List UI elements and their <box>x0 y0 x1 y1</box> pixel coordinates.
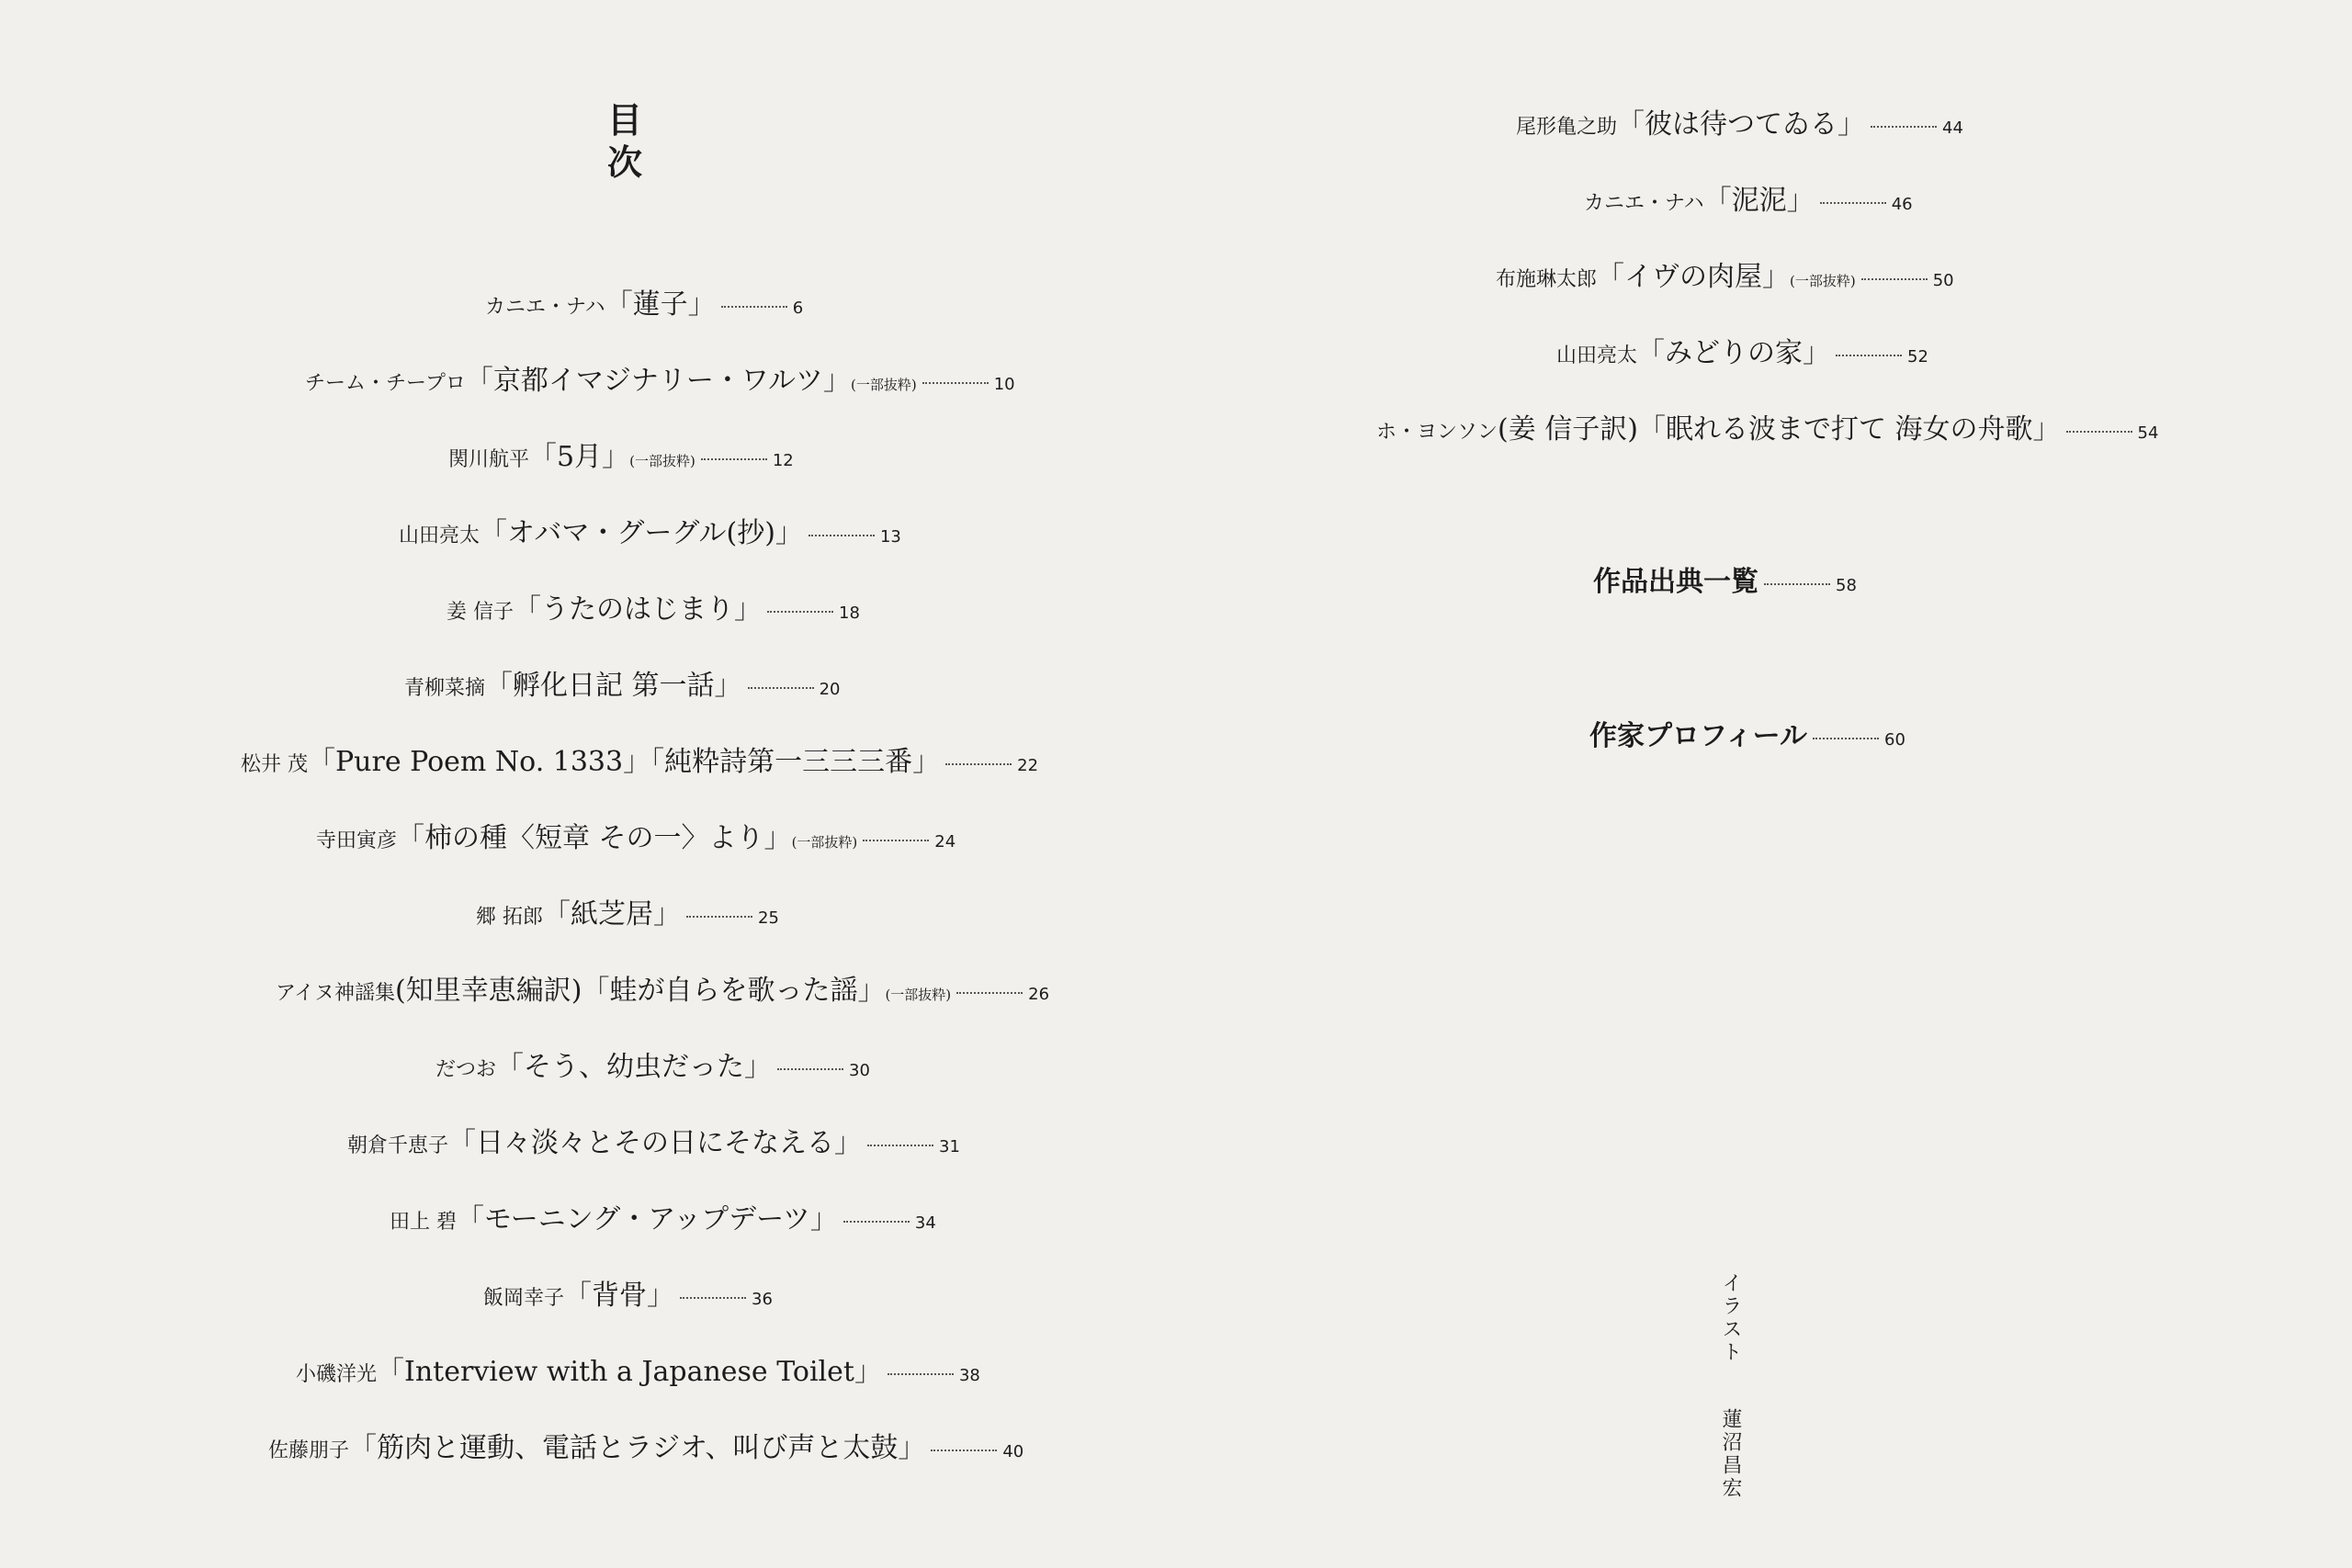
dot-leader <box>721 306 787 308</box>
toc-entry[interactable] <box>399 510 901 550</box>
entry-page: 54 <box>2137 423 2159 443</box>
toc-title-char: 目 <box>606 99 642 141</box>
toc-entry[interactable] <box>483 1272 773 1313</box>
entry-work: 「筋肉と運動、電話とラジオ、叫び声と太鼓」 <box>349 1432 926 1464</box>
toc-section-entry[interactable] <box>1593 558 1857 599</box>
dot-leader <box>1764 583 1830 585</box>
entry-page: 52 <box>1907 347 1928 367</box>
entry-author: 田上 碧 <box>390 1211 457 1234</box>
entry-author: 佐藤朋子 <box>268 1439 350 1462</box>
entry-work: 「Pure Poem No. 1333」「純粋詩第一三三三番」 <box>308 746 941 778</box>
entry-page: 6 <box>792 299 804 318</box>
dot-leader <box>1861 278 1928 280</box>
entry-work: 「モーニング・アップデーツ」 <box>457 1203 838 1235</box>
dot-leader <box>843 1221 910 1223</box>
toc-entry[interactable] <box>390 1196 936 1236</box>
dot-leader <box>945 763 1012 765</box>
dot-leader <box>748 687 814 689</box>
entry-page: 34 <box>914 1213 936 1233</box>
entry-author: カニエ・ナハ <box>1584 192 1704 215</box>
toc-entry[interactable] <box>404 662 840 703</box>
toc-entry[interactable] <box>305 357 1015 398</box>
toc-entry[interactable] <box>347 1120 960 1160</box>
entry-author: 小磯洋光 <box>296 1363 378 1386</box>
entry-author: チーム・チープロ <box>305 372 466 395</box>
toc-entry[interactable] <box>1556 330 1928 370</box>
entry-work: 「孵化日記 第一話」 <box>485 670 742 702</box>
entry-page: 18 <box>839 604 860 623</box>
dot-leader <box>1820 202 1886 204</box>
dot-leader <box>777 1068 843 1070</box>
toc-entry[interactable] <box>276 967 1049 1008</box>
section-label: 作家プロフィール <box>1589 720 1807 752</box>
section-label: 作品出典一覧 <box>1593 566 1758 598</box>
toc-title-char: 次 <box>606 141 642 183</box>
entry-work: 「日々淡々とその日にそなえる」 <box>448 1127 863 1159</box>
toc-entry[interactable] <box>447 586 860 626</box>
entry-page: 30 <box>849 1061 870 1080</box>
entry-page: 20 <box>819 680 841 699</box>
entry-work: 「蓮子」 <box>605 288 716 321</box>
dot-leader <box>1871 126 1937 128</box>
entry-page: 40 <box>1002 1442 1024 1461</box>
credit-name: 蓮沼昌宏 <box>1719 1408 1742 1500</box>
entry-page: 24 <box>934 832 956 852</box>
toc-section-entry[interactable] <box>1589 713 1905 753</box>
entry-page: 25 <box>758 908 779 928</box>
entry-author: 青柳菜摘 <box>404 677 486 700</box>
entry-author: アイヌ神謡集 <box>276 982 396 1005</box>
dot-leader <box>686 916 752 918</box>
entry-page: 60 <box>1884 730 1905 750</box>
entry-page: 26 <box>1028 985 1050 1004</box>
credit-label: イラスト <box>1719 1272 1742 1364</box>
dot-leader <box>863 840 929 841</box>
dot-leader <box>767 611 833 613</box>
dot-leader <box>956 992 1023 994</box>
toc-entry[interactable] <box>316 815 956 855</box>
entry-page: 12 <box>772 451 794 470</box>
entry-author: 寺田寅彦 <box>316 829 398 852</box>
entry-author: 松井 茂 <box>241 753 308 776</box>
dot-leader <box>808 535 875 536</box>
entry-page: 44 <box>1942 118 1963 138</box>
toc-entry[interactable] <box>476 891 779 931</box>
dot-leader <box>922 382 989 384</box>
dot-leader <box>931 1450 997 1451</box>
entry-work: (姜 信子訳)「眠れる波まで打て 海女の舟歌」 <box>1498 413 2061 446</box>
entry-note: (一部抜粋) <box>629 453 695 469</box>
toc-entry[interactable] <box>241 739 1038 779</box>
toc-entry[interactable] <box>1584 177 1913 218</box>
dot-leader <box>1813 738 1879 739</box>
entry-work: 「Interview with a Japanese Toilet」 <box>377 1356 882 1388</box>
dot-leader <box>2066 431 2132 433</box>
entry-note: (一部抜粋) <box>1790 273 1856 289</box>
dot-leader <box>701 458 767 460</box>
entry-page: 58 <box>1836 576 1857 595</box>
entry-note: (一部抜粋) <box>851 377 917 393</box>
entry-author: 布施琳太郎 <box>1496 268 1598 291</box>
entry-work: (知里幸恵編訳)「蛙が自らを歌った謡」 <box>395 975 886 1007</box>
entry-author: 朝倉千恵子 <box>347 1134 449 1157</box>
entry-work: 「背骨」 <box>564 1280 675 1312</box>
dot-leader <box>680 1297 746 1299</box>
entry-note: (一部抜粋) <box>885 987 952 1003</box>
toc-entry[interactable] <box>1516 101 1963 141</box>
entry-page: 46 <box>1891 195 1913 214</box>
entry-author: 山田亮太 <box>399 525 481 547</box>
dot-leader <box>888 1373 954 1375</box>
illustration-credit <box>1716 1272 1745 1500</box>
toc-entry[interactable] <box>1376 406 2158 446</box>
entry-author: 山田亮太 <box>1556 344 1638 367</box>
entry-work: 「そう、幼虫だった」 <box>496 1051 773 1083</box>
entry-author: ホ・ヨンソン <box>1376 421 1498 444</box>
toc-entry[interactable] <box>1496 254 1954 294</box>
dot-leader <box>1836 355 1902 356</box>
toc-entry[interactable] <box>435 1043 870 1084</box>
entry-author: 郷 拓郎 <box>476 906 543 929</box>
entry-note: (一部抜粋) <box>791 834 858 851</box>
right-page <box>1176 0 2352 1568</box>
entry-page: 38 <box>958 1366 980 1385</box>
entry-work: 「5月」 <box>529 441 630 473</box>
entry-work: 「紙芝居」 <box>543 898 681 931</box>
entry-author: 姜 信子 <box>447 601 514 624</box>
toc-entry[interactable] <box>485 281 803 321</box>
toc-title <box>597 99 652 184</box>
entry-work: 「彼は待つてゐる」 <box>1617 108 1866 141</box>
entry-work: 「柿の種〈短章 その一〉より」 <box>397 822 792 854</box>
entry-work: 「うたのはじまり」 <box>514 593 762 626</box>
entry-work: 「みどりの家」 <box>1637 337 1831 369</box>
entry-work: 「京都イマジナリー・ワルツ」 <box>465 365 852 397</box>
entry-page: 31 <box>939 1137 960 1156</box>
entry-page: 36 <box>752 1290 773 1309</box>
toc-entry[interactable] <box>268 1425 1023 1465</box>
toc-entry[interactable] <box>448 434 794 474</box>
entry-page: 22 <box>1017 756 1039 775</box>
toc-entry[interactable] <box>296 1348 980 1389</box>
entry-page: 50 <box>1932 271 1954 290</box>
entry-page: 10 <box>993 375 1015 394</box>
entry-author: だつお <box>435 1058 497 1081</box>
entry-author: 関川航平 <box>448 448 530 471</box>
dot-leader <box>867 1145 933 1146</box>
entry-author: 尾形亀之助 <box>1516 116 1618 139</box>
entry-work: 「泥泥」 <box>1703 185 1815 217</box>
entry-work: 「イヴの肉屋」 <box>1597 261 1791 293</box>
entry-page: 13 <box>879 527 901 547</box>
entry-author: 飯岡幸子 <box>483 1287 565 1310</box>
entry-work: 「オバマ・グーグル(抄)」 <box>480 517 803 549</box>
entry-author: カニエ・ナハ <box>485 296 605 319</box>
